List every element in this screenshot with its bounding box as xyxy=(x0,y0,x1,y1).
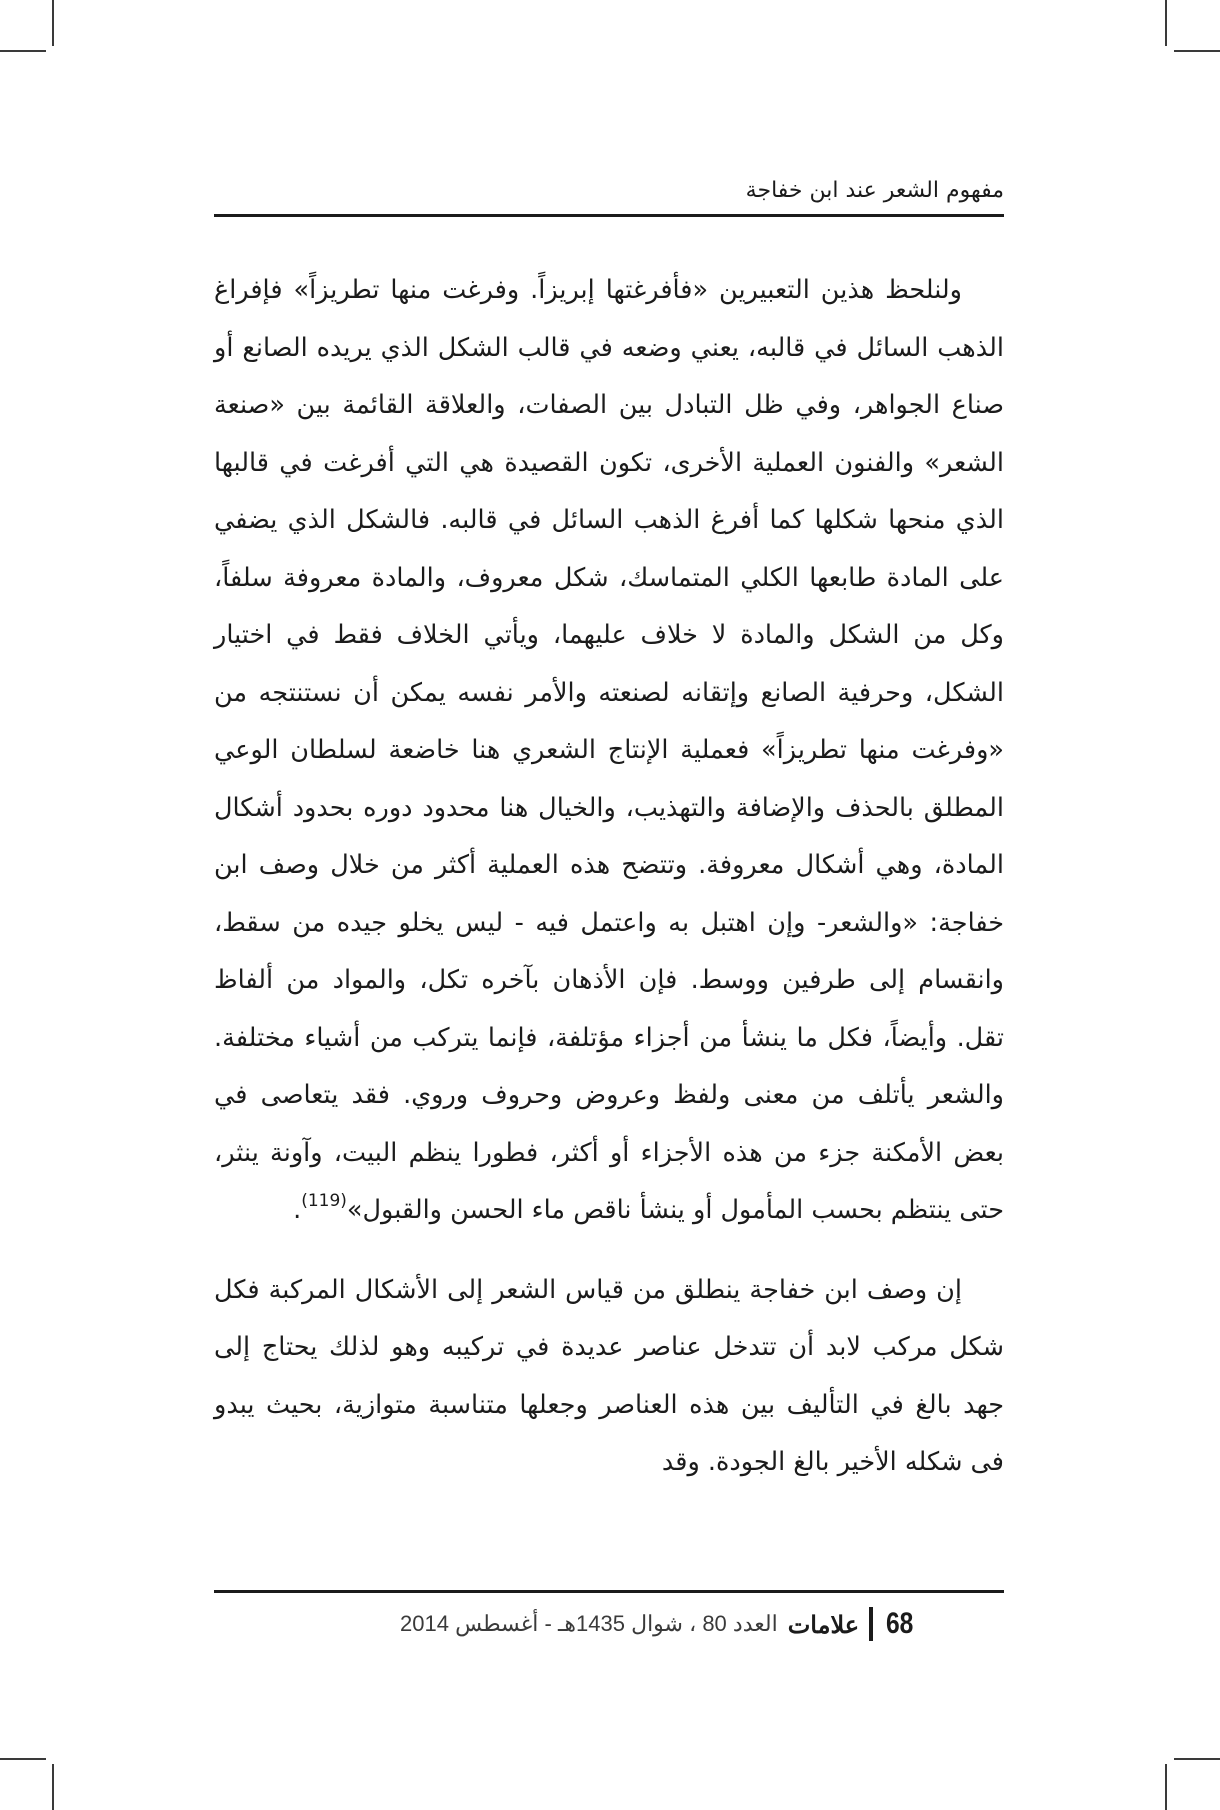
crop-mark-top-right-v xyxy=(1165,0,1167,46)
article-body xyxy=(214,262,1004,1492)
footnote-reference: (119) xyxy=(301,1191,347,1211)
paragraph-1 xyxy=(214,262,1004,1240)
crop-mark-top-left-h xyxy=(0,50,46,52)
crop-mark-top-right-h xyxy=(1174,50,1220,52)
footer-row xyxy=(400,1607,916,1641)
crop-mark-bottom-right-h xyxy=(1174,1758,1220,1760)
crop-mark-bottom-left-v xyxy=(52,1764,54,1810)
paragraph-2: إن وصف ابن خفاجة ينطلق من قياس الشعر إلى الأشكال المركبة فكل شكل مركب لابد أن تتدخل عناصر عديدة في تركيبه وهو لذلك يحتاج إلى جهد بالغ في التأليف بين هذه العناصر وجعلها متناسبة متوازية، بحيث يبدو فى شكله الأخير بالغ الجودة. وقد xyxy=(214,1274,1004,1477)
paragraph-1-text: ولنلحظ هذين التعبيرين «فأفرغتها إبريزاً. وفرغت منها تطريزاً» فإفراغ الذهب السائل في قالبه، يعني وضعه في قالب الشكل الذي يريده الصانع أو صناع الجواهر، وفي ظل التبادل بين الصفات، والعلاقة القائمة بين «صنعة الشعر» والفنون العملية الأخرى، تكون القصيدة هي التي أفرغت في قالبها الذي منحها شكلها كما أفرغ الذهب السائل في قالبه. فالشكل الذي يضفي على المادة طابعها الكلي المتماسك، شكل معروف، والمادة معروفة سلفاً، وكل من الشكل والمادة لا خلاف عليهما، ويأتي الخلاف فقط في اختيار الشكل، وحرفية الصانع وإتقانه لصنعته والأمر نفسه يمكن أن نستنتجه من «وفرغت منها تطريزاً» فعملية الإنتاج الشعري هنا خاضعة لسلطان الوعي المطلق بالحذف والإضافة والتهذيب، والخيال هنا محدود دوره بحدود أشكال المادة، وهي أشكال معروفة. وتتضح هذه العملية أكثر من خلال وصف ابن خفاجة: «والشعر- وإن اهتبل به واعتمل فيه - ليس يخلو جيده من سقط، وانقسام إلى طرفين ووسط. فإن الأذهان بآخره تكل، والمواد من ألفاظ تقل. وأيضاً، فكل ما ينشأ من أجزاء مؤتلفة، فإنما يتركب من أشياء مختلفة. والشعر يأتلف من معنى ولفظ وعروض وحروف وروي. فقد يتعاصى في بعض الأمكنة جزء من هذه الأجزاء أو أكثر، فطورا ينظم البيت، وآونة ينثر، حتى ينتظم بحسب المأمول أو ينشأ ناقص ماء الحسن والقبول» xyxy=(214,275,1004,1225)
crop-mark-bottom-right-v xyxy=(1165,1764,1167,1810)
crop-mark-top-left-v xyxy=(52,0,54,46)
journal-logo: علامات xyxy=(787,1609,860,1639)
crop-mark-bottom-left-h xyxy=(0,1758,46,1760)
issue-info: العدد 80 ، شوال 1435هـ - أغسطس 2014 xyxy=(400,1611,778,1636)
paragraph-1-end: . xyxy=(293,1195,302,1225)
page-header xyxy=(214,168,1004,217)
running-title: مفهوم الشعر عند ابن خفاجة xyxy=(745,178,1004,203)
footer-divider xyxy=(869,1607,873,1641)
page-number: 68 xyxy=(886,1607,914,1640)
page-footer xyxy=(214,1590,1004,1663)
